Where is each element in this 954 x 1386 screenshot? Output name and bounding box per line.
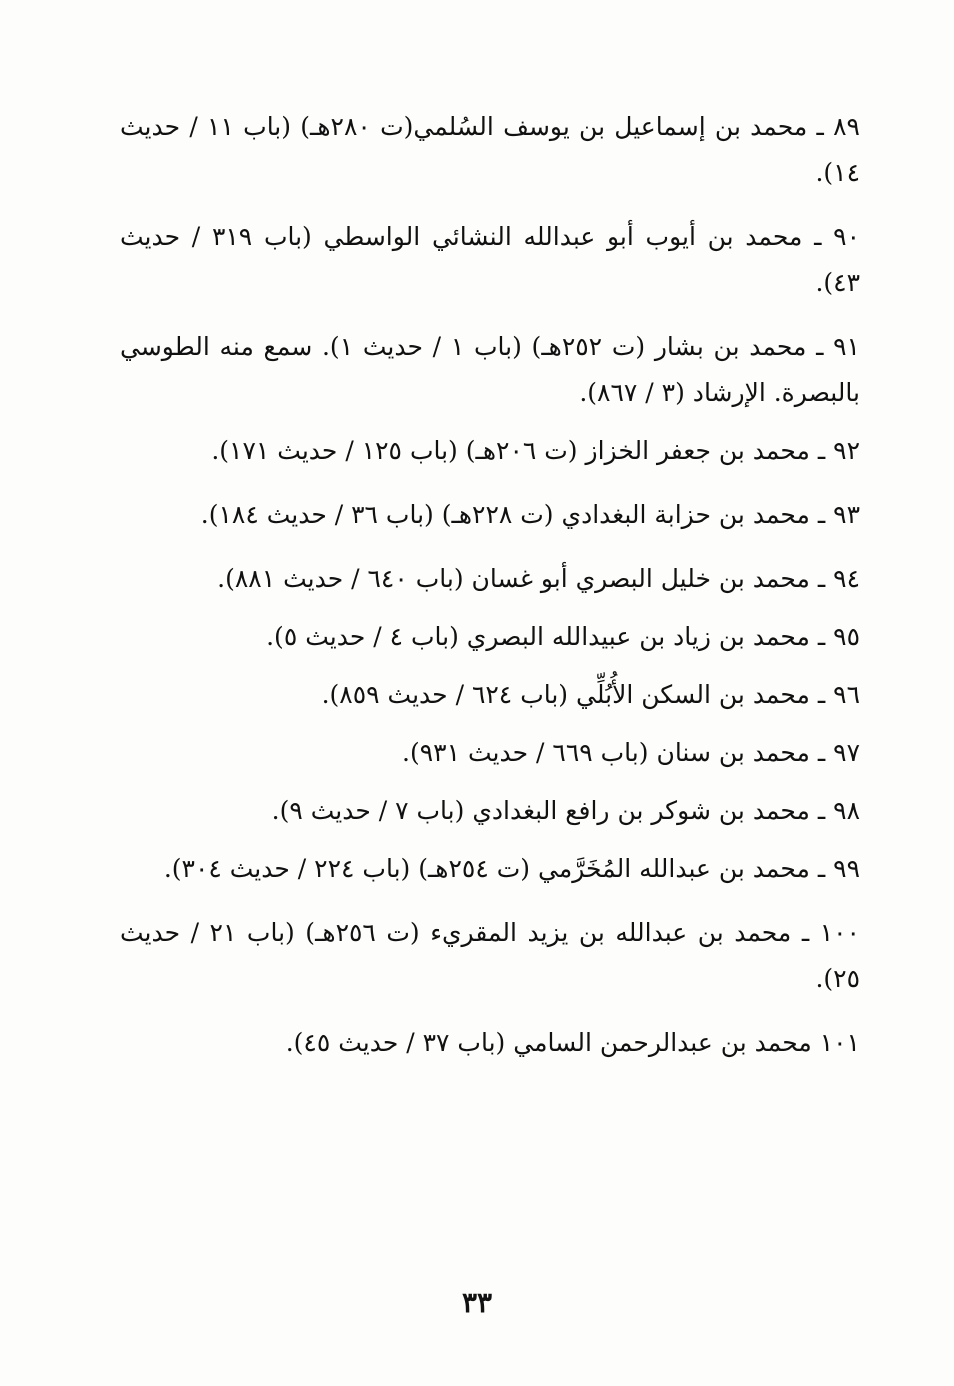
entry-101: ١٠١ محمد بن عبدالرحمن السامي (باب ٣٧ / حديث ٤٥). <box>285 1028 860 1057</box>
entry-94: ٩٤ ـ محمد بن خليل البصري أبو غسان (باب ٦٤٠ / حديث ٨٨١). <box>217 564 860 593</box>
page-number: ٣٣ <box>461 1286 493 1319</box>
entry-92: ٩٢ ـ محمد بن جعفر الخزاز (ت ٢٠٦هـ) (باب ١٢٥ / حديث ١٧١). <box>211 436 860 465</box>
entry-98: ٩٨ ـ محمد بن شوكر بن رافع البغدادي (باب ٧ / حديث ٩). <box>271 796 860 825</box>
entry-100: ١٠٠ ـ محمد بن عبدالله بن يزيد المقريء (ت ٢٥٦هـ) (باب ٢١ / حديث ٢٥). <box>120 918 860 993</box>
entry-89: ٨٩ ـ محمد بن إسماعيل بن يوسف السُلمي(ت ٢٨٠هـ) (باب ١١ / حديث ١٤). <box>120 112 860 187</box>
entry-93: ٩٣ ـ محمد بن حزابة البغدادي (ت ٢٢٨هـ) (باب ٣٦ / حديث ١٨٤). <box>200 500 860 529</box>
entry-90: ٩٠ ـ محمد بن أيوب أبو عبدالله النشائي الواسطي (باب ٣١٩ / حديث ٤٣). <box>120 222 860 297</box>
entry-91: ٩١ ـ محمد بن بشار (ت ٢٥٢هـ) (باب ١ / حديث ١). سمع منه الطوسي بالبصرة. الإرشاد (٣ / ٨٦٧). <box>120 332 860 407</box>
entry-96: ٩٦ ـ محمد بن السكن الأُبُلِّي (باب ٦٢٤ / حديث ٨٥٩). <box>321 680 860 709</box>
entry-99: ٩٩ ـ محمد بن عبدالله المُخَرَّمي (ت ٢٥٤هـ) (باب ٢٢٤ / حديث ٣٠٤). <box>163 854 860 883</box>
entry-95: ٩٥ ـ محمد بن زياد بن عبيدالله البصري (باب ٤ / حديث ٥). <box>266 622 860 651</box>
entry-97: ٩٧ ـ محمد بن سنان (باب ٦٦٩ / حديث ٩٣١). <box>402 738 860 767</box>
narrator-list <box>120 104 860 1066</box>
